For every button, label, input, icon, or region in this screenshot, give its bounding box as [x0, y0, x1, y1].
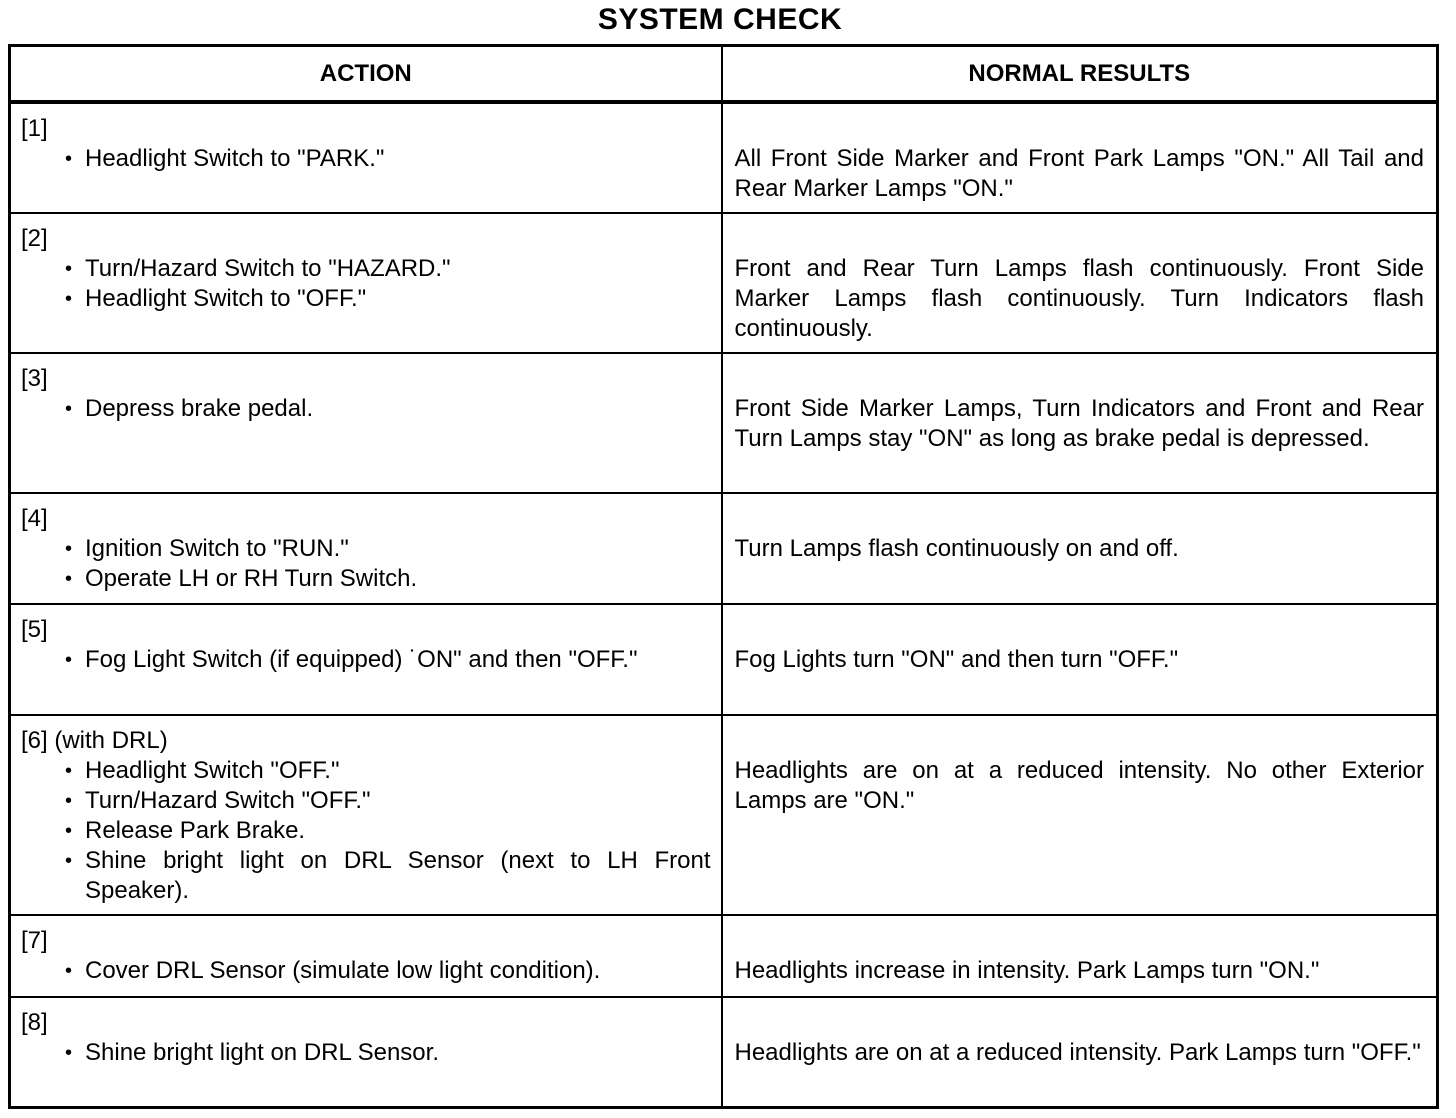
- table-row: [10, 604, 1438, 715]
- action-cell: [10, 493, 722, 604]
- action-item: • Shine bright light on DRL Sensor (next to LH Front Speaker).: [61, 846, 711, 906]
- table-row: [10, 213, 1438, 353]
- result-cell: Headlights are on at a reduced intensity. No other Exterior Lamps are "ON.": [722, 715, 1438, 915]
- action-item: • Fog Light Switch (if equipped) ˙ON" and then "OFF.": [61, 645, 711, 675]
- action-item: • Release Park Brake.: [61, 816, 711, 846]
- action-list: [21, 756, 711, 906]
- action-cell: [10, 353, 722, 493]
- action-item: • Headlight Switch "OFF.": [61, 756, 711, 786]
- table-header-row: [10, 46, 1438, 103]
- action-item: • Headlight Switch to "OFF.": [61, 284, 711, 314]
- action-cell: [10, 715, 722, 915]
- result-cell: Headlights increase in intensity. Park Lamps turn "ON.": [722, 915, 1438, 997]
- table-row: [10, 997, 1438, 1107]
- normal-results-column-header: NORMAL RESULTS: [722, 46, 1438, 103]
- action-list: [21, 645, 711, 675]
- action-cell: [10, 102, 722, 213]
- step-label: [5]: [21, 616, 48, 643]
- action-list: [21, 254, 711, 314]
- action-list: [21, 1038, 711, 1068]
- action-item: • Depress brake pedal.: [61, 394, 711, 424]
- result-cell: Headlights are on at a reduced intensity. Park Lamps turn "OFF.": [722, 997, 1438, 1107]
- table-row: [10, 353, 1438, 493]
- action-cell: [10, 213, 722, 353]
- step-label: [8]: [21, 1009, 48, 1036]
- action-item: • Cover DRL Sensor (simulate low light condition).: [61, 956, 711, 986]
- action-item: • Operate LH or RH Turn Switch.: [61, 564, 711, 594]
- action-list: [21, 534, 711, 594]
- result-cell: Front and Rear Turn Lamps flash continuously. Front Side Marker Lamps flash continuously. Turn Indicators flash continuously.: [722, 213, 1438, 353]
- action-item: • Shine bright light on DRL Sensor.: [61, 1038, 711, 1068]
- step-label: [4]: [21, 505, 48, 532]
- action-item: • Turn/Hazard Switch to "HAZARD.": [61, 254, 711, 284]
- step-label: [2]: [21, 225, 48, 252]
- step-label: [3]: [21, 365, 48, 392]
- action-cell: [10, 997, 722, 1107]
- result-cell: Fog Lights turn "ON" and then turn "OFF.": [722, 604, 1438, 715]
- table-row: [10, 493, 1438, 604]
- table-row: [10, 102, 1438, 213]
- step-label: [6] (with DRL): [21, 727, 168, 754]
- system-check-table: [8, 44, 1439, 1109]
- step-label: [7]: [21, 927, 48, 954]
- result-cell: All Front Side Marker and Front Park Lamps "ON." All Tail and Rear Marker Lamps "ON.": [722, 102, 1438, 213]
- result-cell: Turn Lamps flash continuously on and off.: [722, 493, 1438, 604]
- action-list: [21, 956, 711, 986]
- table-row: [10, 915, 1438, 997]
- step-label: [1]: [21, 115, 48, 142]
- page-title: SYSTEM CHECK: [597, 3, 843, 36]
- action-cell: [10, 604, 722, 715]
- action-item: • Headlight Switch to "PARK.": [61, 144, 711, 174]
- action-list: [21, 144, 711, 174]
- action-list: [21, 394, 711, 424]
- result-cell: Front Side Marker Lamps, Turn Indicators and Front and Rear Turn Lamps stay "ON" as long as brake pedal is depressed.: [722, 353, 1438, 493]
- action-column-header: ACTION: [10, 46, 722, 103]
- action-cell: [10, 915, 722, 997]
- action-item: • Turn/Hazard Switch "OFF.": [61, 786, 711, 816]
- table-row: [10, 715, 1438, 915]
- action-item: • Ignition Switch to "RUN.": [61, 534, 711, 564]
